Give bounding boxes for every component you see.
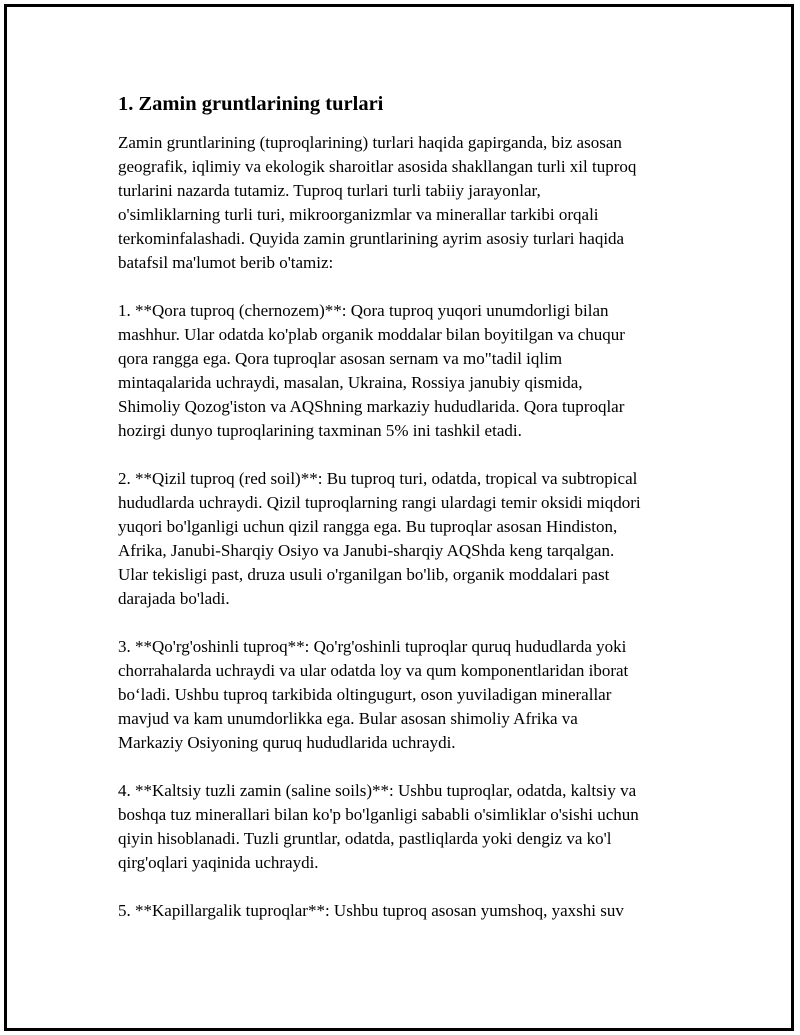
document-body	[118, 90, 693, 947]
text-line: 1. **Qora tuproq (chernozem)**: Qora tuproq yuqori unumdorligi bilan	[118, 301, 609, 320]
text-line: 2. **Qizil tuproq (red soil)**: Bu tuproq turi, odatda, tropical va subtropical	[118, 469, 638, 488]
text-line: Ular tekisligi past, druza usuli o'rganilgan bo'lib, organik moddalari past	[118, 565, 610, 584]
paragraph-list	[118, 131, 693, 923]
text-line: 5. **Kapillargalik tuproqlar**: Ushbu tuproq asosan yumshoq, yaxshi suv	[118, 901, 624, 920]
text-line: hozirgi dunyo tuproqlarining taxminan 5% ini tashkil etadi.	[118, 421, 522, 440]
text-line: bo‘ladi. Ushbu tuproq tarkibida oltingugurt, oson yuviladigan minerallar	[118, 685, 612, 704]
item-4-paragraph	[118, 779, 693, 875]
text-line: qora rangga ega. Qora tuproqlar asosan sernam va mo"tadil iqlim	[118, 349, 563, 368]
item-3-paragraph	[118, 635, 693, 755]
text-line: mavjud va kam unumdorlikka ega. Bular asosan shimoliy Afrika va	[118, 709, 578, 728]
item-1-paragraph	[118, 299, 693, 443]
text-line: geografik, iqlimiy va ekologik sharoitlar asosida shakllangan turli xil tuproq	[118, 157, 637, 176]
text-line: qiyin hisoblanadi. Tuzli gruntlar, odatda, pastliqlarda yoki dengiz va ko'l	[118, 829, 612, 848]
intro-paragraph	[118, 131, 693, 275]
section-heading: 1. Zamin gruntlarining turlari	[118, 93, 384, 115]
item-2-paragraph	[118, 467, 693, 611]
text-line: terkominfalashadi. Quyida zamin gruntlarining ayrim asosiy turlari haqida	[118, 229, 625, 248]
text-line: Zamin gruntlarining (tuproqlarining) turlari haqida gapirganda, biz asosan	[118, 133, 622, 152]
text-line: turlarini nazarda tutamiz. Tuproq turlari turli tabiiy jarayonlar,	[118, 181, 541, 200]
text-line: qirg'oqlari yaqinida uchraydi.	[118, 853, 319, 872]
text-line: 4. **Kaltsiy tuzli zamin (saline soils)**: Ushbu tuproqlar, odatda, kaltsiy va	[118, 781, 637, 800]
text-line: yuqori bo'lganligi uchun qizil rangga ega. Bu tuproqlar asosan Hindiston,	[118, 517, 618, 536]
text-line: o'simliklarning turli turi, mikroorganizmlar va minerallar tarkibi orqali	[118, 205, 599, 224]
text-line: Shimoliy Qozog'iston va AQShning markaziy hududlarida. Qora tuproqlar	[118, 397, 625, 416]
text-line: 3. **Qo'rg'oshinli tuproq**: Qo'rg'oshinli tuproqlar quruq hududlarda yoki	[118, 637, 627, 656]
text-line: batafsil ma'lumot berib o'tamiz:	[118, 253, 334, 272]
text-line: mashhur. Ular odatda ko'plab organik moddalar bilan boyitilgan va chuqur	[118, 325, 625, 344]
text-line: Afrika, Janubi-Sharqiy Osiyo va Janubi-sharqiy AQShda keng tarqalgan.	[118, 541, 615, 560]
text-line: boshqa tuz minerallari bilan ko'p bo'lganligi sababli o'simliklar o'sishi uchun	[118, 805, 639, 824]
text-line: hududlarda uchraydi. Qizil tuproqlarning rangi ulardagi temir oksidi miqdori	[118, 493, 641, 512]
item-5-paragraph	[118, 899, 693, 923]
text-line: mintaqalarida uchraydi, masalan, Ukraina, Rossiya janubiy qismida,	[118, 373, 583, 392]
text-line: Markaziy Osiyoning quruq hududlarida uchraydi.	[118, 733, 456, 752]
text-line: chorrahalarda uchraydi va ular odatda loy va qum komponentlaridan iborat	[118, 661, 629, 680]
text-line: darajada bo'ladi.	[118, 589, 230, 608]
